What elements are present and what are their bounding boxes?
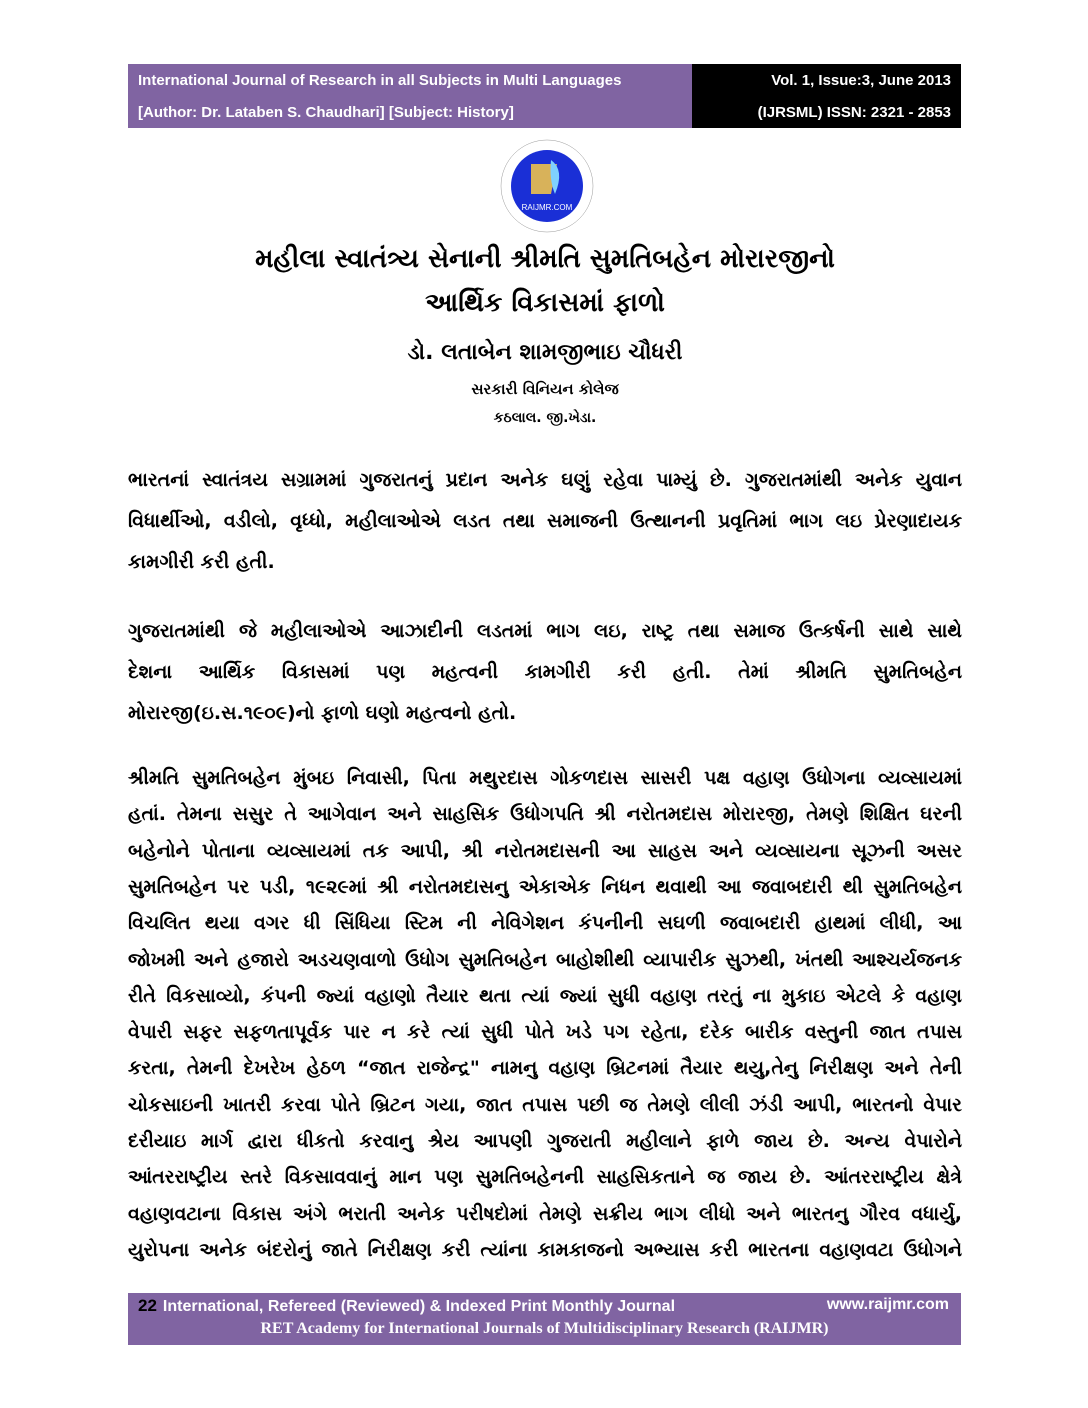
paragraph-line: જોખમી અને હજારો અડચણવાળો ઉધોગ સુમતિબહેન બાહોશીથી વ્યાપારીક સુઝથી, ખંતથી આશ્ચર્યજનક: [128, 948, 962, 971]
header-journal-bar: [128, 64, 692, 128]
paragraph-line: હતાં. તેમના સસુર તે આગેવાન અને સાહસિક ઉધોગપતિ શ્રી નરોતમદાસ મોરારજી, તેમણે શિક્ષિત ઘરની: [128, 803, 962, 826]
author-name: ડો. લતાબેન શામજીભાઇ ચૌધરી: [407, 340, 683, 365]
footer-url[interactable]: www.raijmr.com: [826, 1296, 949, 1313]
raijmr-logo: [493, 138, 601, 234]
paragraph-line: વેપારી સફર સફળતાપૂર્વક પાર ન કરે ત્યાં સુધી પોતે ખડે પગ રહેતા, દરેક બારીક વસ્તુની જાત તપાસ: [128, 1021, 962, 1044]
paragraph-line: વિચલિત થયા વગર ધી સિંધિયા સ્ટિમ ની નેવિગેશન કંપનીની સઘળી જવાબદારી હાથમાં લીધી, આ: [128, 912, 962, 935]
footer-academy: RET Academy for International Journals of Multidisciplinary Research (RAIJMR): [260, 1320, 829, 1337]
paragraph-line: ચોકસાઇની ખાતરી કરવા પોતે બ્રિટન ગયા, જાત તપાસ પછી જ તેમણે લીલી ઝંડી આપી, ભારતનો વેપાર: [128, 1093, 962, 1116]
page-number: 22: [138, 1296, 157, 1315]
issn: (IJRSML) ISSN: 2321 - 2853: [757, 104, 951, 121]
footer-bar: [128, 1293, 961, 1345]
paragraph-line: ગુજરાતમાંથી જે મહીલાઓએ આઝાદીની લડતમાં ભાગ લઇ, રાષ્ટ્ર તથા સમાજ ઉત્કર્ષની સાથે સાથે: [128, 620, 962, 642]
paragraph-line: મોરારજી(ઇ.સ.૧૯૦૯)નો ફાળો ઘણો મહત્વનો હતો.: [128, 702, 517, 724]
paragraph-line: ભારતનાં સ્વાતંત્રય સગ્રામમાં ગુજરાતનું પ્રદાન અનેક ઘણું રહેવા પામ્યું છે. ગુજરાતમાંથી અનેક યુવાન: [128, 469, 962, 491]
paragraph-line: યુરોપના અનેક બંદરોનું જાતે નિરીક્ષણ કરી ત્યાંના કામકાજનો અભ્યાસ કરી ભારતના વહાણવટા ઉધોગને: [128, 1238, 962, 1261]
paragraph-line: દેશના આર્થિક વિકાસમાં પણ મહત્વની કામગીરી કરી હતી. તેમાં શ્રીમતિ સુમતિબહેન: [128, 661, 962, 683]
paragraph-line: વહાણવટાના વિકાસ અંગે ભરાતી અનેક પરીષદોમાં તેમણે સક્રીય ભાગ લીધો અને ભારતનુ ગૌરવ વધાર્યુ,: [128, 1202, 962, 1225]
svg-text:RAIJMR.COM: RAIJMR.COM: [521, 203, 573, 212]
article-title-line-1: મહીલા સ્વાતંત્ર્ય સેનાની શ્રીમતિ સુમતિબહેન મોરારજીનો: [255, 244, 835, 274]
footer-tagline: International, Refereed (Reviewed) & Indexed Print Monthly Journal: [162, 1298, 676, 1315]
college-place: કઠલાલ. જી.ખેડા.: [493, 410, 597, 426]
paragraph-line: દરીયાઇ માર્ગ દ્વારા ધીકતો કરવાનુ શ્રેય આપણી ગુજરાતી મહીલાને ફાળે જાય છે. અન્ય વેપારોને: [128, 1130, 962, 1152]
paragraph-line: કરતા, તેમની દેખરેખ હેઠળ “જાત રાજેન્દ્ર" નામનુ વહાણ બ્રિટનમાં તૈયાર થયુ,તેનુ નિરીક્ષણ અને તેની: [128, 1057, 962, 1080]
journal-name: International Journal of Research in all Subjects in Multi Languages: [138, 72, 622, 89]
paragraph-line: આંતરરાષ્ટ્રીય સ્તરે વિકસાવવાનું માન પણ સુમતિબહેનની સાહસિકતાને જ જાય છે. આંતરરાષ્ટ્રીય ક્ષેત્રે: [128, 1166, 962, 1189]
paragraph-line: વિધાર્થીઓ, વડીલો, વૃધ્ધો, મહીલાઓએ લડત તથા સમાજની ઉત્થાનની પ્રવૃતિમાં ભાગ લઇ પ્રેરણાદાયક: [128, 510, 962, 532]
volume-issue: Vol. 1, Issue:3, June 2013: [771, 72, 951, 89]
paragraph-line: શ્રીમતિ સુમતિબહેન મુંબઇ નિવાસી, પિતા મથુરદાસ ગોકળદાસ સાસરી પક્ષ વહાણ ઉધોગના વ્યવ્સાયમાં: [128, 767, 962, 789]
college-name: સરકારી વિનિયન કોલેજ: [471, 380, 619, 398]
paragraph-line: રીતે વિકસાવ્યો, કંપની જ્યાં વહાણો તૈયાર થતા ત્યાં જ્યાં સુધી વહાણ તરતું ના મુકાઇ એટલે કે વહાણ: [128, 984, 962, 1007]
author-subject: [Author: Dr. Lataben S. Chaudhari] [Subject: History]: [138, 104, 514, 121]
paragraph-line: સુમતિબહેન પર પડી, ૧૯૨૯માં શ્રી નરોતમદાસનુ એકાએક નિધન થવાથી આ જવાબદારી થી સુમતિબહેન: [128, 875, 962, 898]
paragraph-line: બહેનોને પોતાના વ્યવ્સાયમાં તક આપી, શ્રી નરોતમદાસની આ સાહસ અને વ્યવ્સાયના સૂઝની અસર: [128, 839, 962, 862]
paragraph-line: કામગીરી કરી હતી.: [128, 551, 275, 573]
header-issue-bar: [692, 64, 961, 128]
article-title-line-2: આર્થિક વિકાસમાં ફાળો: [425, 288, 665, 318]
